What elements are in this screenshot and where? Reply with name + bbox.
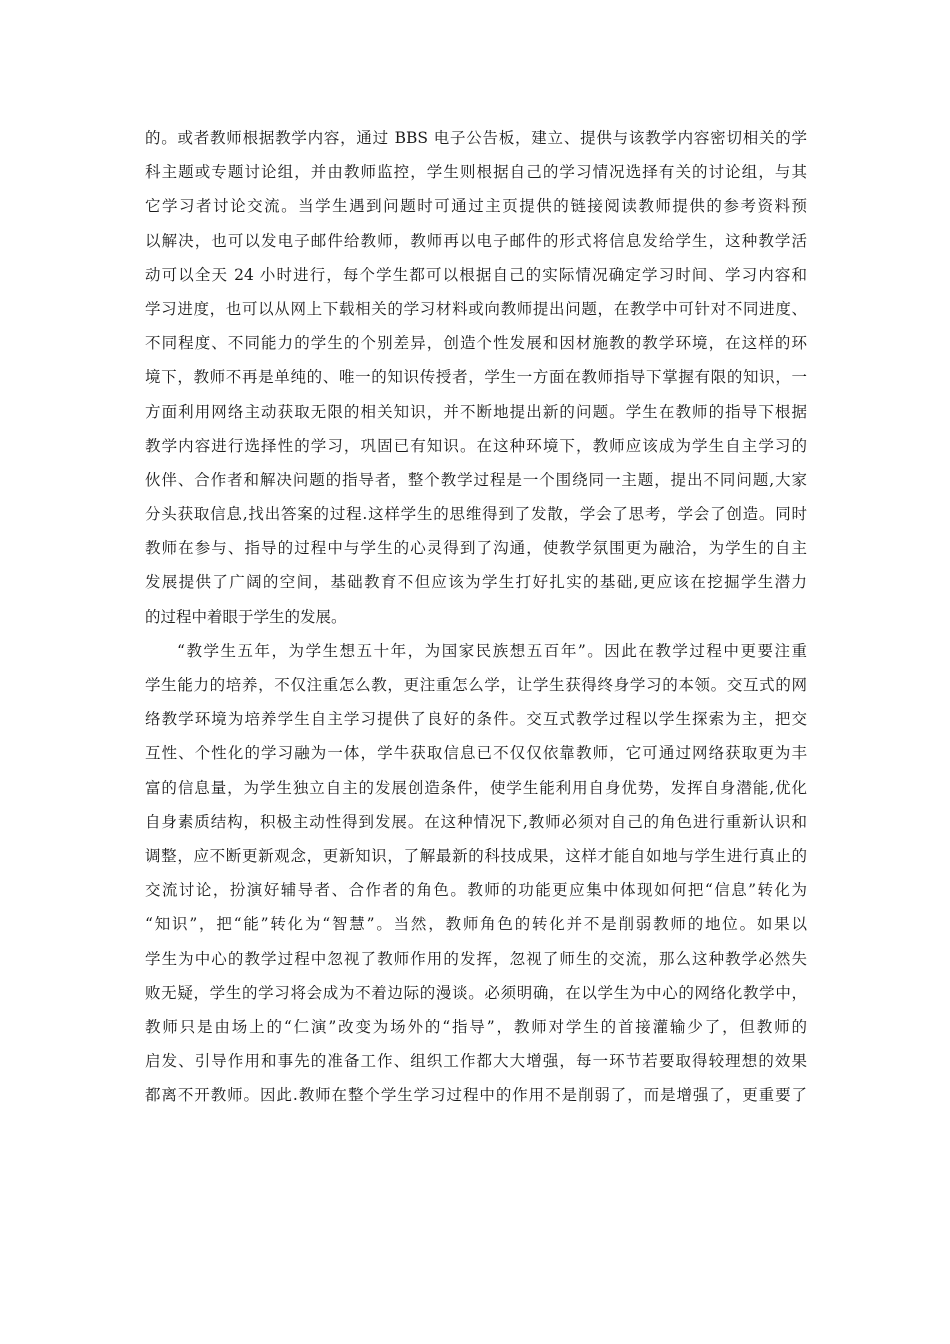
paragraph-2	[145, 634, 807, 1113]
text-line: 教师只是由场上的“仁演”改变为场外的“指导”，教师对学生的首接灌输少了，但教师的	[145, 1017, 807, 1036]
text-line: 败无疑，学生的学习将会成为不着边际的漫谈。必须明确，在以学生为中心的网络化教学中，	[145, 983, 807, 1002]
text-line: 不同程度、不同能力的学生的个别差异，创造个性发展和因材施教的教学环境，在这样的环	[145, 334, 807, 353]
paragraph-1	[145, 121, 807, 634]
text-line: 交流讨论，扮演好辅导者、合作者的角色。教师的功能更应集中体现如何把“信息”转化为	[145, 881, 807, 900]
text-line: 都离不开教师。因此.教师在整个学生学习过程中的作用不是削弱了，而是增强了，更重要了	[145, 1086, 807, 1105]
body-text	[145, 121, 807, 1112]
text-line: 发展提供了广阔的空间，基础教育不但应该为学生打好扎实的基础,更应该在挖掘学生潜力	[145, 573, 807, 592]
text-line: 络教学环境为培养学生自主学习提供了良好的条件。交互式教学过程以学生探索为主，把交	[145, 710, 807, 729]
text-line: 动可以全天 24 小时进行，每个学生都可以根据自己的实际情况确定学习时间、学习内容和	[145, 265, 807, 284]
text-line: 学习进度，也可以从网上下载相关的学习材料或向教师提出问题，在教学中可针对不同进度、	[145, 299, 807, 318]
text-line: 方面利用网络主动获取无限的相关知识，并不断地提出新的问题。学生在教师的指导下根据	[145, 402, 807, 421]
text-line: 科主题或专题讨论组，并由教师监控，学生则根据自己的学习情况选择有关的讨论组，与其	[145, 163, 807, 182]
text-line: 调整，应不断更新观念，更新知识，了解最新的科技成果，这样才能自如地与学生进行真止的	[145, 846, 807, 865]
text-line: “教学生五年，为学生想五十年，为国家民族想五百年”。因此在教学过程中更要注重	[177, 641, 807, 660]
text-line: 以解决，也可以发电子邮件给教师，教师再以电子邮件的形式将信息发给学生，这种教学活	[145, 231, 807, 250]
text-line: 自身素质结构，积极主动性得到发展。在这种情况下,教师必须对自己的角色进行重新认识和	[145, 812, 807, 831]
text-line: 它学习者讨论交流。当学生遇到问题时可通过主页提供的链接阅读教师提供的参考资料预	[145, 197, 807, 216]
text-line: 的过程中着眼于学生的发展。	[145, 607, 347, 626]
text-line: 分头获取信息,找出答案的过程.这样学生的思维得到了发散，学会了思考，学会了创造。同时	[145, 505, 807, 524]
text-line: 教学内容进行选择性的学习，巩固已有知识。在这种环境下，教师应该成为学生自主学习的	[145, 436, 807, 455]
text-line: 学生能力的培养，不仅注重怎么教，更注重怎么学，让学生获得终身学习的本领。交互式的网	[145, 676, 807, 694]
text-line: 启发、引导作用和事先的准备工作、组织工作都大大增强，每一环节若要取得较理想的效果	[145, 1052, 807, 1071]
text-line: “知识”，把“能”转化为“智慧”。当然，教师角色的转化并不是削弱教师的地位。如果以	[145, 915, 807, 934]
text-line: 互性、个性化的学习融为一体，学牛获取信息已不仅仅依靠教师，它可通过网络获取更为丰	[145, 744, 807, 763]
text-line: 的。或者教师根据教学内容，通过 BBS 电子公告板，建立、提供与该教学内容密切相关的学	[145, 129, 807, 147]
text-line: 伙伴、合作者和解决问题的指导者，整个教学过程是一个围绕同一主题，提出不同问题,大家	[145, 470, 807, 489]
text-line: 教师在参与、指导的过程中与学生的心灵得到了沟通，使教学氛围更为融洽，为学生的自主	[145, 539, 807, 558]
text-line: 境下，教师不再是单纯的、唯一的知识传授者，学生一方面在教师指导下掌握有限的知识，一	[145, 368, 807, 387]
text-line: 学生为中心的教学过程中忽视了教师作用的发挥，忽视了师生的交流，那么这种教学必然失	[145, 949, 807, 968]
text-line: 富的信息量，为学生独立自主的发展创造条件，使学生能利用自身优势，发挥自身潜能,优化	[145, 778, 807, 797]
